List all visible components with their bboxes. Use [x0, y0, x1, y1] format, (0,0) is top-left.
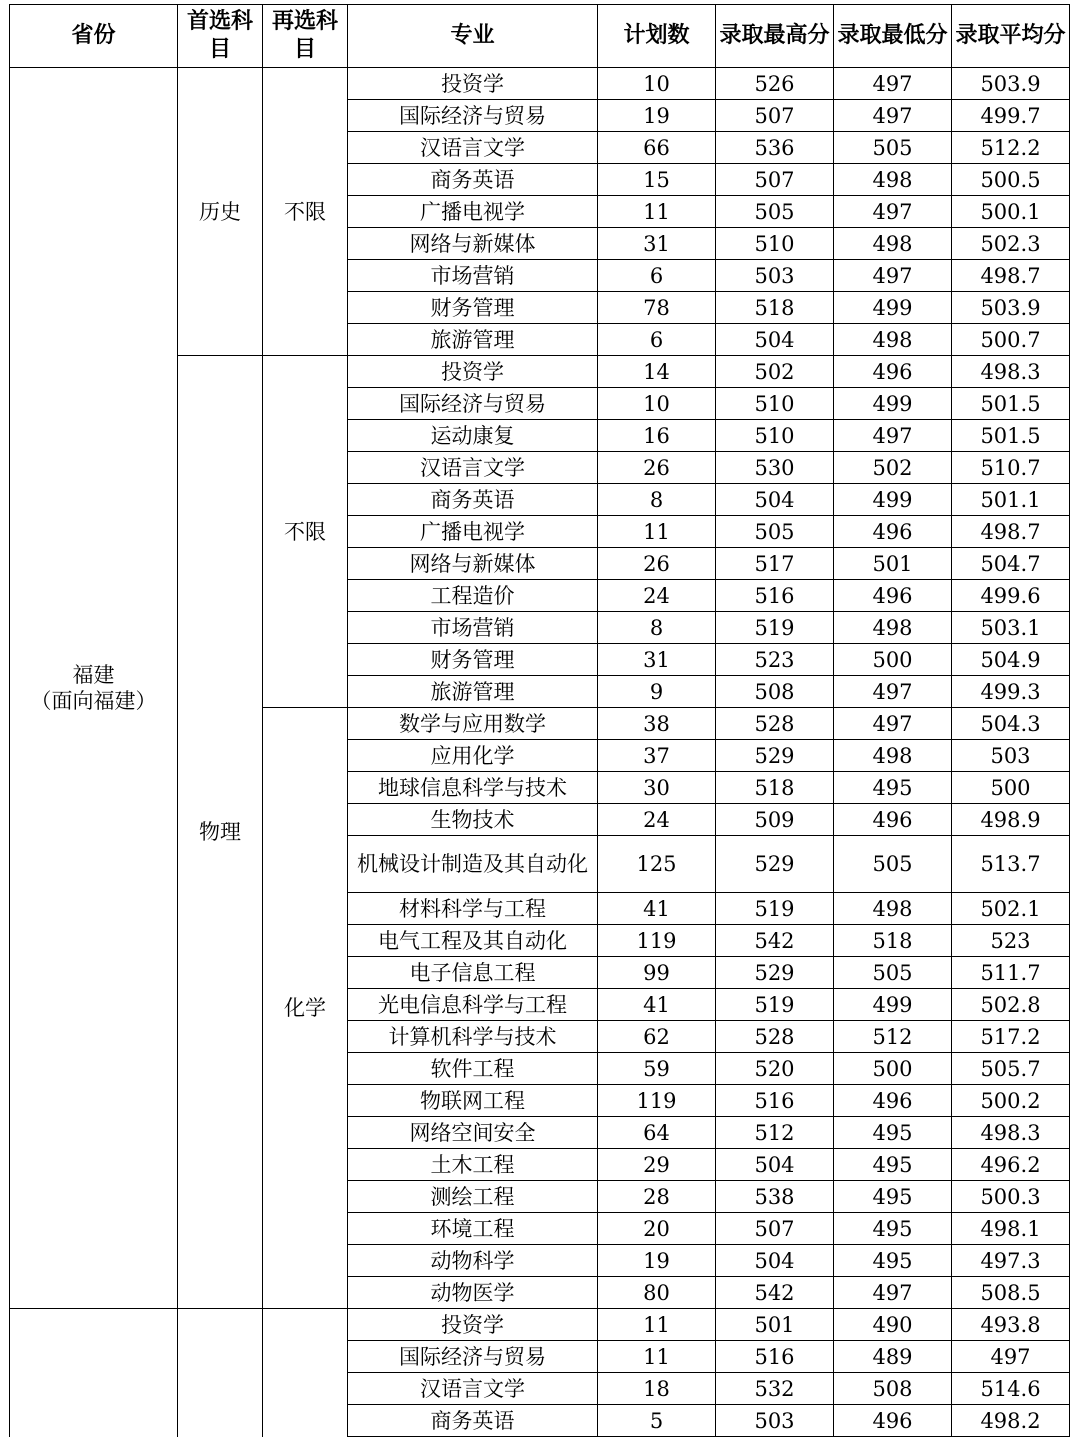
- major-cell: 商务英语: [348, 1405, 598, 1437]
- plan-cell: 11: [598, 196, 716, 228]
- plan-cell: 66: [598, 132, 716, 164]
- major-cell: 软件工程: [348, 1053, 598, 1085]
- plan-cell: 31: [598, 644, 716, 676]
- min-score-cell: 496: [834, 1085, 952, 1117]
- plan-cell: 28: [598, 1181, 716, 1213]
- plan-cell: 24: [598, 580, 716, 612]
- second-subject-no-limit: 不限: [263, 356, 348, 708]
- avg-score-cell: 503.9: [952, 292, 1070, 324]
- plan-cell: 15: [598, 164, 716, 196]
- max-score-cell: 508: [716, 676, 834, 708]
- min-score-cell: 498: [834, 324, 952, 356]
- avg-score-cell: 498.9: [952, 804, 1070, 836]
- min-score-cell: 497: [834, 68, 952, 100]
- major-cell: 旅游管理: [348, 324, 598, 356]
- admission-score-table: [9, 4, 1070, 1437]
- avg-score-cell: 499.3: [952, 676, 1070, 708]
- plan-cell: 37: [598, 740, 716, 772]
- major-cell: 网络与新媒体: [348, 548, 598, 580]
- major-cell: 生物技术: [348, 804, 598, 836]
- min-score-cell: 498: [834, 612, 952, 644]
- table-row: [10, 68, 1070, 100]
- plan-cell: 10: [598, 388, 716, 420]
- min-score-cell: 495: [834, 1213, 952, 1245]
- plan-cell: 29: [598, 1149, 716, 1181]
- max-score-cell: 510: [716, 388, 834, 420]
- plan-cell: 119: [598, 925, 716, 957]
- avg-score-cell: 500: [952, 772, 1070, 804]
- major-cell: 广播电视学: [348, 196, 598, 228]
- plan-cell: 8: [598, 612, 716, 644]
- plan-cell: 6: [598, 324, 716, 356]
- major-cell: 物联网工程: [348, 1085, 598, 1117]
- major-cell: 工程造价: [348, 580, 598, 612]
- min-score-cell: 489: [834, 1341, 952, 1373]
- avg-score-cell: 502.1: [952, 893, 1070, 925]
- major-cell: 应用化学: [348, 740, 598, 772]
- major-cell: 商务英语: [348, 484, 598, 516]
- avg-score-cell: 496.2: [952, 1149, 1070, 1181]
- first-subject-history: 历史: [178, 68, 263, 356]
- max-score-cell: 516: [716, 1085, 834, 1117]
- min-score-cell: 499: [834, 989, 952, 1021]
- avg-score-cell: 500.2: [952, 1085, 1070, 1117]
- max-score-cell: 505: [716, 196, 834, 228]
- max-score-cell: 507: [716, 100, 834, 132]
- first-subject-next: [178, 1309, 263, 1437]
- min-score-cell: 496: [834, 580, 952, 612]
- plan-cell: 11: [598, 1341, 716, 1373]
- min-score-cell: 501: [834, 548, 952, 580]
- header-second-subject: 再选科目: [263, 5, 348, 68]
- max-score-cell: 517: [716, 548, 834, 580]
- major-cell: 土木工程: [348, 1149, 598, 1181]
- province-cell-next: [10, 1309, 178, 1437]
- major-cell: 国际经济与贸易: [348, 1341, 598, 1373]
- plan-cell: 38: [598, 708, 716, 740]
- major-cell: 旅游管理: [348, 676, 598, 708]
- header-plan: 计划数: [598, 5, 716, 68]
- header-first-subject: 首选科目: [178, 5, 263, 68]
- major-cell: 测绘工程: [348, 1181, 598, 1213]
- plan-cell: 18: [598, 1373, 716, 1405]
- min-score-cell: 498: [834, 740, 952, 772]
- min-score-cell: 499: [834, 388, 952, 420]
- avg-score-cell: 500.7: [952, 324, 1070, 356]
- min-score-cell: 498: [834, 164, 952, 196]
- plan-cell: 26: [598, 548, 716, 580]
- plan-cell: 41: [598, 893, 716, 925]
- min-score-cell: 495: [834, 1245, 952, 1277]
- major-cell: 广播电视学: [348, 516, 598, 548]
- plan-cell: 19: [598, 100, 716, 132]
- major-cell: 市场营销: [348, 612, 598, 644]
- min-score-cell: 505: [834, 132, 952, 164]
- max-score-cell: 528: [716, 1021, 834, 1053]
- avg-score-cell: 512.2: [952, 132, 1070, 164]
- max-score-cell: 526: [716, 68, 834, 100]
- first-subject-physics: 物理: [178, 356, 263, 1309]
- major-cell: 网络空间安全: [348, 1117, 598, 1149]
- avg-score-cell: 504.7: [952, 548, 1070, 580]
- plan-cell: 125: [598, 836, 716, 893]
- header-max-score: 录取最高分: [716, 5, 834, 68]
- plan-cell: 119: [598, 1085, 716, 1117]
- table-row: [10, 1309, 1070, 1341]
- plan-cell: 64: [598, 1117, 716, 1149]
- major-cell: 电气工程及其自动化: [348, 925, 598, 957]
- plan-cell: 16: [598, 420, 716, 452]
- major-cell: 投资学: [348, 1309, 598, 1341]
- max-score-cell: 504: [716, 324, 834, 356]
- min-score-cell: 500: [834, 644, 952, 676]
- major-cell: 数学与应用数学: [348, 708, 598, 740]
- max-score-cell: 504: [716, 484, 834, 516]
- plan-cell: 19: [598, 1245, 716, 1277]
- min-score-cell: 500: [834, 1053, 952, 1085]
- plan-cell: 24: [598, 804, 716, 836]
- second-subject-chemistry: 化学: [263, 708, 348, 1309]
- min-score-cell: 499: [834, 292, 952, 324]
- avg-score-cell: 499.6: [952, 580, 1070, 612]
- header-row: [10, 5, 1070, 68]
- plan-cell: 26: [598, 452, 716, 484]
- min-score-cell: 497: [834, 676, 952, 708]
- avg-score-cell: 498.3: [952, 1117, 1070, 1149]
- avg-score-cell: 501.5: [952, 388, 1070, 420]
- min-score-cell: 496: [834, 1405, 952, 1437]
- max-score-cell: 532: [716, 1373, 834, 1405]
- major-cell: 光电信息科学与工程: [348, 989, 598, 1021]
- max-score-cell: 510: [716, 228, 834, 260]
- avg-score-cell: 503: [952, 740, 1070, 772]
- avg-score-cell: 517.2: [952, 1021, 1070, 1053]
- plan-cell: 30: [598, 772, 716, 804]
- major-cell: 电子信息工程: [348, 957, 598, 989]
- avg-score-cell: 513.7: [952, 836, 1070, 893]
- plan-cell: 59: [598, 1053, 716, 1085]
- major-cell: 网络与新媒体: [348, 228, 598, 260]
- major-cell: 投资学: [348, 356, 598, 388]
- avg-score-cell: 501.1: [952, 484, 1070, 516]
- min-score-cell: 498: [834, 893, 952, 925]
- min-score-cell: 518: [834, 925, 952, 957]
- min-score-cell: 496: [834, 356, 952, 388]
- avg-score-cell: 498.1: [952, 1213, 1070, 1245]
- avg-score-cell: 510.7: [952, 452, 1070, 484]
- avg-score-cell: 502.3: [952, 228, 1070, 260]
- major-cell: 汉语言文学: [348, 1373, 598, 1405]
- major-cell: 投资学: [348, 68, 598, 100]
- plan-cell: 31: [598, 228, 716, 260]
- avg-score-cell: 500.1: [952, 196, 1070, 228]
- max-score-cell: 529: [716, 836, 834, 893]
- major-cell: 计算机科学与技术: [348, 1021, 598, 1053]
- province-name: 福建: [72, 663, 115, 687]
- max-score-cell: 507: [716, 164, 834, 196]
- major-cell: 财务管理: [348, 644, 598, 676]
- plan-cell: 99: [598, 957, 716, 989]
- avg-score-cell: 505.7: [952, 1053, 1070, 1085]
- min-score-cell: 496: [834, 516, 952, 548]
- min-score-cell: 512: [834, 1021, 952, 1053]
- major-cell: 机械设计制造及其自动化: [348, 836, 598, 893]
- header-province: 省份: [10, 5, 178, 68]
- avg-score-cell: 497.3: [952, 1245, 1070, 1277]
- min-score-cell: 497: [834, 1277, 952, 1309]
- major-cell: 汉语言文学: [348, 452, 598, 484]
- plan-cell: 41: [598, 989, 716, 1021]
- plan-cell: 9: [598, 676, 716, 708]
- min-score-cell: 495: [834, 1181, 952, 1213]
- province-cell: [10, 68, 178, 1309]
- max-score-cell: 519: [716, 893, 834, 925]
- major-cell: 动物医学: [348, 1277, 598, 1309]
- min-score-cell: 490: [834, 1309, 952, 1341]
- avg-score-cell: 498.2: [952, 1405, 1070, 1437]
- plan-cell: 80: [598, 1277, 716, 1309]
- plan-cell: 8: [598, 484, 716, 516]
- plan-cell: 11: [598, 516, 716, 548]
- major-cell: 材料科学与工程: [348, 893, 598, 925]
- max-score-cell: 503: [716, 1405, 834, 1437]
- avg-score-cell: 504.9: [952, 644, 1070, 676]
- max-score-cell: 512: [716, 1117, 834, 1149]
- max-score-cell: 538: [716, 1181, 834, 1213]
- plan-cell: 11: [598, 1309, 716, 1341]
- major-cell: 环境工程: [348, 1213, 598, 1245]
- plan-cell: 6: [598, 260, 716, 292]
- avg-score-cell: 500.3: [952, 1181, 1070, 1213]
- avg-score-cell: 503.1: [952, 612, 1070, 644]
- max-score-cell: 542: [716, 925, 834, 957]
- max-score-cell: 519: [716, 989, 834, 1021]
- plan-cell: 14: [598, 356, 716, 388]
- max-score-cell: 518: [716, 292, 834, 324]
- avg-score-cell: 500.5: [952, 164, 1070, 196]
- major-cell: 国际经济与贸易: [348, 100, 598, 132]
- major-cell: 财务管理: [348, 292, 598, 324]
- min-score-cell: 498: [834, 228, 952, 260]
- max-score-cell: 529: [716, 957, 834, 989]
- avg-score-cell: 501.5: [952, 420, 1070, 452]
- max-score-cell: 529: [716, 740, 834, 772]
- min-score-cell: 497: [834, 420, 952, 452]
- major-cell: 地球信息科学与技术: [348, 772, 598, 804]
- avg-score-cell: 498.3: [952, 356, 1070, 388]
- max-score-cell: 542: [716, 1277, 834, 1309]
- min-score-cell: 495: [834, 1149, 952, 1181]
- min-score-cell: 505: [834, 957, 952, 989]
- second-subject-no-limit: 不限: [263, 68, 348, 356]
- avg-score-cell: 493.8: [952, 1309, 1070, 1341]
- max-score-cell: 504: [716, 1245, 834, 1277]
- major-cell: 市场营销: [348, 260, 598, 292]
- avg-score-cell: 508.5: [952, 1277, 1070, 1309]
- max-score-cell: 516: [716, 1341, 834, 1373]
- max-score-cell: 520: [716, 1053, 834, 1085]
- avg-score-cell: 523: [952, 925, 1070, 957]
- major-cell: 动物科学: [348, 1245, 598, 1277]
- plan-cell: 10: [598, 68, 716, 100]
- min-score-cell: 505: [834, 836, 952, 893]
- max-score-cell: 519: [716, 612, 834, 644]
- plan-cell: 5: [598, 1405, 716, 1437]
- min-score-cell: 497: [834, 708, 952, 740]
- avg-score-cell: 498.7: [952, 260, 1070, 292]
- max-score-cell: 507: [716, 1213, 834, 1245]
- major-cell: 商务英语: [348, 164, 598, 196]
- min-score-cell: 497: [834, 100, 952, 132]
- header-avg-score: 录取平均分: [952, 5, 1070, 68]
- min-score-cell: 502: [834, 452, 952, 484]
- max-score-cell: 509: [716, 804, 834, 836]
- max-score-cell: 536: [716, 132, 834, 164]
- max-score-cell: 504: [716, 1149, 834, 1181]
- min-score-cell: 499: [834, 484, 952, 516]
- min-score-cell: 497: [834, 260, 952, 292]
- max-score-cell: 518: [716, 772, 834, 804]
- avg-score-cell: 503.9: [952, 68, 1070, 100]
- avg-score-cell: 499.7: [952, 100, 1070, 132]
- max-score-cell: 503: [716, 260, 834, 292]
- max-score-cell: 510: [716, 420, 834, 452]
- header-min-score: 录取最低分: [834, 5, 952, 68]
- min-score-cell: 495: [834, 1117, 952, 1149]
- plan-cell: 78: [598, 292, 716, 324]
- avg-score-cell: 514.6: [952, 1373, 1070, 1405]
- major-cell: 运动康复: [348, 420, 598, 452]
- max-score-cell: 502: [716, 356, 834, 388]
- plan-cell: 62: [598, 1021, 716, 1053]
- second-subject-next: [263, 1309, 348, 1437]
- min-score-cell: 495: [834, 772, 952, 804]
- avg-score-cell: 497: [952, 1341, 1070, 1373]
- header-major: 专业: [348, 5, 598, 68]
- avg-score-cell: 498.7: [952, 516, 1070, 548]
- max-score-cell: 523: [716, 644, 834, 676]
- min-score-cell: 497: [834, 196, 952, 228]
- major-cell: 汉语言文学: [348, 132, 598, 164]
- major-cell: 国际经济与贸易: [348, 388, 598, 420]
- avg-score-cell: 502.8: [952, 989, 1070, 1021]
- max-score-cell: 530: [716, 452, 834, 484]
- max-score-cell: 528: [716, 708, 834, 740]
- min-score-cell: 496: [834, 804, 952, 836]
- province-scope: （面向福建）: [30, 689, 157, 713]
- max-score-cell: 501: [716, 1309, 834, 1341]
- max-score-cell: 505: [716, 516, 834, 548]
- avg-score-cell: 511.7: [952, 957, 1070, 989]
- avg-score-cell: 504.3: [952, 708, 1070, 740]
- plan-cell: 20: [598, 1213, 716, 1245]
- min-score-cell: 508: [834, 1373, 952, 1405]
- max-score-cell: 516: [716, 580, 834, 612]
